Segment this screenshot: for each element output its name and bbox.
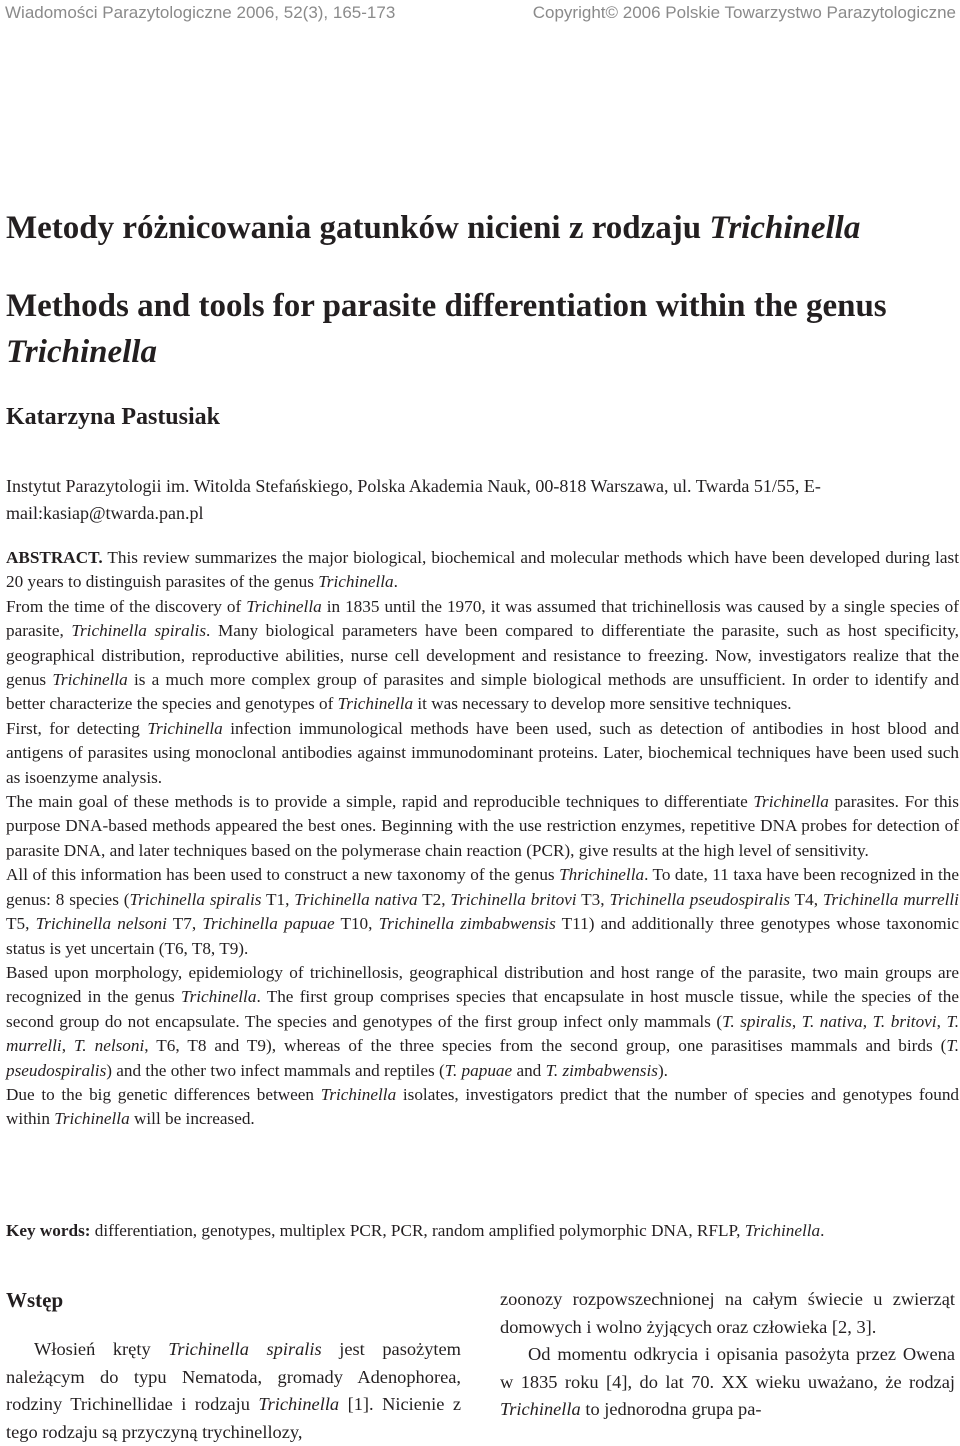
- copyright-notice: Copyright© 2006 Polskie Towarzystwo Parazytologiczne: [532, 3, 956, 22]
- italic-text-run: T. pseudospiralis: [6, 1036, 960, 1080]
- text-run: All of this information has been used to construct a new taxonomy of the genus: [6, 865, 560, 885]
- abstract-paragraph: [6, 961, 959, 1083]
- italic-text-run: Trichinella: [753, 792, 829, 812]
- text-run: Due to the big genetic differences between: [6, 1084, 321, 1104]
- text-run: in 1835 until the 1970, it was assumed that trichinellosis was caused by a single species of parasite,: [6, 596, 959, 641]
- text-run: isolates, investigators predict that the number of species and genotypes found within: [6, 1084, 960, 1129]
- italic-text-run: Thrichinella: [559, 865, 645, 885]
- keywords: [6, 1219, 959, 1243]
- text-run: T1,: [261, 889, 295, 909]
- abstract-paragraph-body: [6, 548, 959, 591]
- text-run: , T6, T8 and T9), whereas of the three species from the second group, one parasitises mammals and birds (: [144, 1036, 947, 1056]
- italic-text-run: Trichinella: [54, 1109, 130, 1129]
- text-run: T5,: [6, 914, 36, 934]
- italic-text-run: Trichinella: [147, 718, 223, 738]
- text-run: infection immunological methods have been used, such as detection of antibodies in host blood and antigens of parasites using monoclonal antibodies against immunodominant proteins. Later, biochemical techniques have been used such as isoenzyme analysis.: [6, 718, 959, 787]
- body-column-left: [6, 1286, 461, 1446]
- text-run: From the time of the discovery of: [6, 596, 247, 616]
- italic-text-run: Trichinella: [320, 1084, 397, 1104]
- italic-text-run: Trichinella spiralis: [129, 889, 262, 909]
- text-run: ,: [61, 1036, 75, 1056]
- text-run: will be increased.: [129, 1109, 255, 1129]
- text-run: it was necessary to develop more sensitive techniques.: [413, 694, 792, 714]
- italic-text-run: T. spiralis: [722, 1011, 792, 1031]
- text-run: Based upon morphology, epidemiology of trichinellosis, geographical distribution and host range of the parasite, two main groups are recognized in the genus: [6, 962, 959, 1007]
- text-run: T10,: [334, 914, 379, 934]
- text-run: T7,: [166, 914, 203, 934]
- text-run: parasites. For this purpose DNA-based methods appeared the best ones. Beginning with the use restriction enzymes, repetitive DNA probes for detection of parasite DNA, and later techniques based on the polymerase chain reaction (PCR), give results at the high level of sensitivity.: [6, 792, 959, 860]
- abstract-paragraph: [6, 790, 959, 863]
- title-polish: [6, 205, 956, 251]
- body-column-right: [500, 1286, 955, 1424]
- italic-text-run: T. murrelli: [6, 1011, 960, 1056]
- text-run: . To date, 11 taxa have been recognized in the genus: 8 species (: [6, 865, 959, 909]
- text-run: ) and the other two infect mammals and reptiles (: [106, 1060, 445, 1080]
- keywords-genus: Trichinella: [744, 1221, 821, 1240]
- text-run: [1]. Nicienie z tego rodzaju są przyczyną trychinellozy,: [6, 1394, 461, 1442]
- text-run: T4,: [790, 889, 823, 909]
- italic-text-run: T. nativa: [801, 1011, 863, 1031]
- italic-text-run: T. papuae: [444, 1060, 513, 1080]
- italic-text-run: Trichinella spiralis: [168, 1339, 322, 1359]
- text-run: zoonozy rozpowszechnionej na całym świecie u zwierząt domowych i wolno żyjących oraz człowieka [2, 3].: [500, 1289, 955, 1337]
- text-run: Od momentu odkrycia i opisania pasożyta przez Owena w 1835 roku [4], do lat 70. XX wieku uważano, że rodzaj: [500, 1344, 955, 1392]
- text-run: and: [512, 1060, 546, 1080]
- italic-text-run: T. britovi: [872, 1011, 937, 1031]
- running-header: [0, 0, 960, 28]
- text-run: First, for detecting: [6, 718, 148, 738]
- text-run: Włosień kręty: [34, 1339, 169, 1359]
- text-run: .: [393, 572, 398, 592]
- italic-text-run: Trichinella spiralis: [71, 621, 207, 641]
- text-run: T11) and additionally three genotypes whose taxonomic status is yet uncertain (T6, T8, T9).: [6, 914, 959, 958]
- italic-text-run: Trichinella: [258, 1394, 340, 1414]
- text-run: T3,: [576, 889, 610, 909]
- italic-text-run: Trichinella: [246, 596, 322, 616]
- text-run: ,: [936, 1011, 947, 1031]
- title-polish-text: Metody różnicowania gatunków nicieni z rodzaju: [6, 210, 710, 246]
- text-run: T2,: [417, 889, 451, 909]
- italic-text-run: Trichinella britovi: [450, 889, 577, 909]
- italic-text-run: Trichinella nelsoni: [35, 914, 167, 934]
- text-run: The main goal of these methods is to provide a simple, rapid and reproducible techniques to differentiate: [6, 792, 754, 812]
- text-run: ,: [862, 1011, 873, 1031]
- text-run: . The first group comprises species that encapsulate in host muscle tissue, while the species of the second group do not encapsulate. The species and genotypes of the first group infect only mammals (: [6, 987, 959, 1031]
- italic-text-run: Trichinella: [500, 1399, 581, 1419]
- text-run: to jednorodna grupa pa-: [580, 1399, 762, 1419]
- abstract-paragraph: [6, 1083, 959, 1132]
- abstract: [6, 546, 959, 1132]
- text-run: ,: [791, 1011, 802, 1031]
- title-english: [6, 283, 936, 375]
- text-run: . Many biological parameters have been compared to differentiate the parasite, such as host specificity, geographical distribution, reproductive abilities, nurse cell development and resistance to freezing. Now, investigators realize that the genus: [6, 621, 959, 690]
- abstract-label: ABSTRACT.: [6, 548, 103, 567]
- italic-text-run: Trichinella: [180, 987, 257, 1007]
- italic-text-run: Trichinella murrelli: [822, 889, 959, 909]
- italic-text-run: Trichinella: [318, 572, 394, 592]
- italic-text-run: Trichinella zimbabwensis: [378, 914, 556, 934]
- journal-citation: Wiadomości Parazytologiczne 2006, 52(3), 165-173: [5, 3, 396, 22]
- author-name: Katarzyna Pastusiak: [6, 404, 221, 430]
- body-paragraph: [500, 1341, 955, 1424]
- italic-text-run: Trichinella pseudospiralis: [609, 889, 791, 909]
- section-heading-introduction: Wstęp: [6, 1288, 64, 1312]
- title-polish-genus: Trichinella: [709, 210, 861, 246]
- italic-text-run: Trichinella: [337, 694, 414, 714]
- title-english-genus: Trichinella: [6, 334, 157, 370]
- italic-text-run: T. nelsoni: [74, 1036, 145, 1056]
- italic-text-run: Trichinella papuae: [202, 914, 335, 934]
- italic-text-run: Trichinella: [52, 670, 128, 690]
- text-run: This review summarizes the major biological, biochemical and molecular methods which have been developed during last 20 years to distinguish parasites of the genus: [6, 548, 959, 592]
- abstract-paragraph: [6, 863, 959, 961]
- italic-text-run: T. zimbabwensis: [545, 1060, 658, 1080]
- text-run: ).: [657, 1060, 668, 1080]
- keywords-label: Key words:: [6, 1221, 91, 1240]
- keywords-end: .: [820, 1221, 825, 1240]
- abstract-paragraph: [6, 546, 959, 595]
- keywords-text: differentiation, genotypes, multiplex PCR, PCR, random amplified polymorphic DNA, RFLP,: [90, 1221, 745, 1240]
- author-affiliation: Instytut Parazytologii im. Witolda Stefańskiego, Polska Akademia Nauk, 00-818 Warszawa, ul. Twarda 51/55, E-mail:kasiap@twarda.pan.pl: [6, 476, 821, 523]
- text-run: is a much more complex group of parasites and simple biological methods are unsufficient. In order to identify and better characterize the species and genotypes of: [6, 670, 959, 714]
- title-english-text: Methods and tools for parasite differentiation within the genus: [6, 288, 887, 324]
- italic-text-run: Trichinella nativa: [294, 889, 418, 909]
- abstract-paragraph: [6, 595, 959, 717]
- abstract-paragraph: [6, 717, 959, 790]
- text-run: jest pasożytem należącym do typu Nematoda, gromady Adenophorea, rodziny Trichinellidae i rodzaju: [6, 1339, 461, 1414]
- body-paragraph: [500, 1286, 955, 1341]
- body-paragraph: [6, 1336, 461, 1446]
